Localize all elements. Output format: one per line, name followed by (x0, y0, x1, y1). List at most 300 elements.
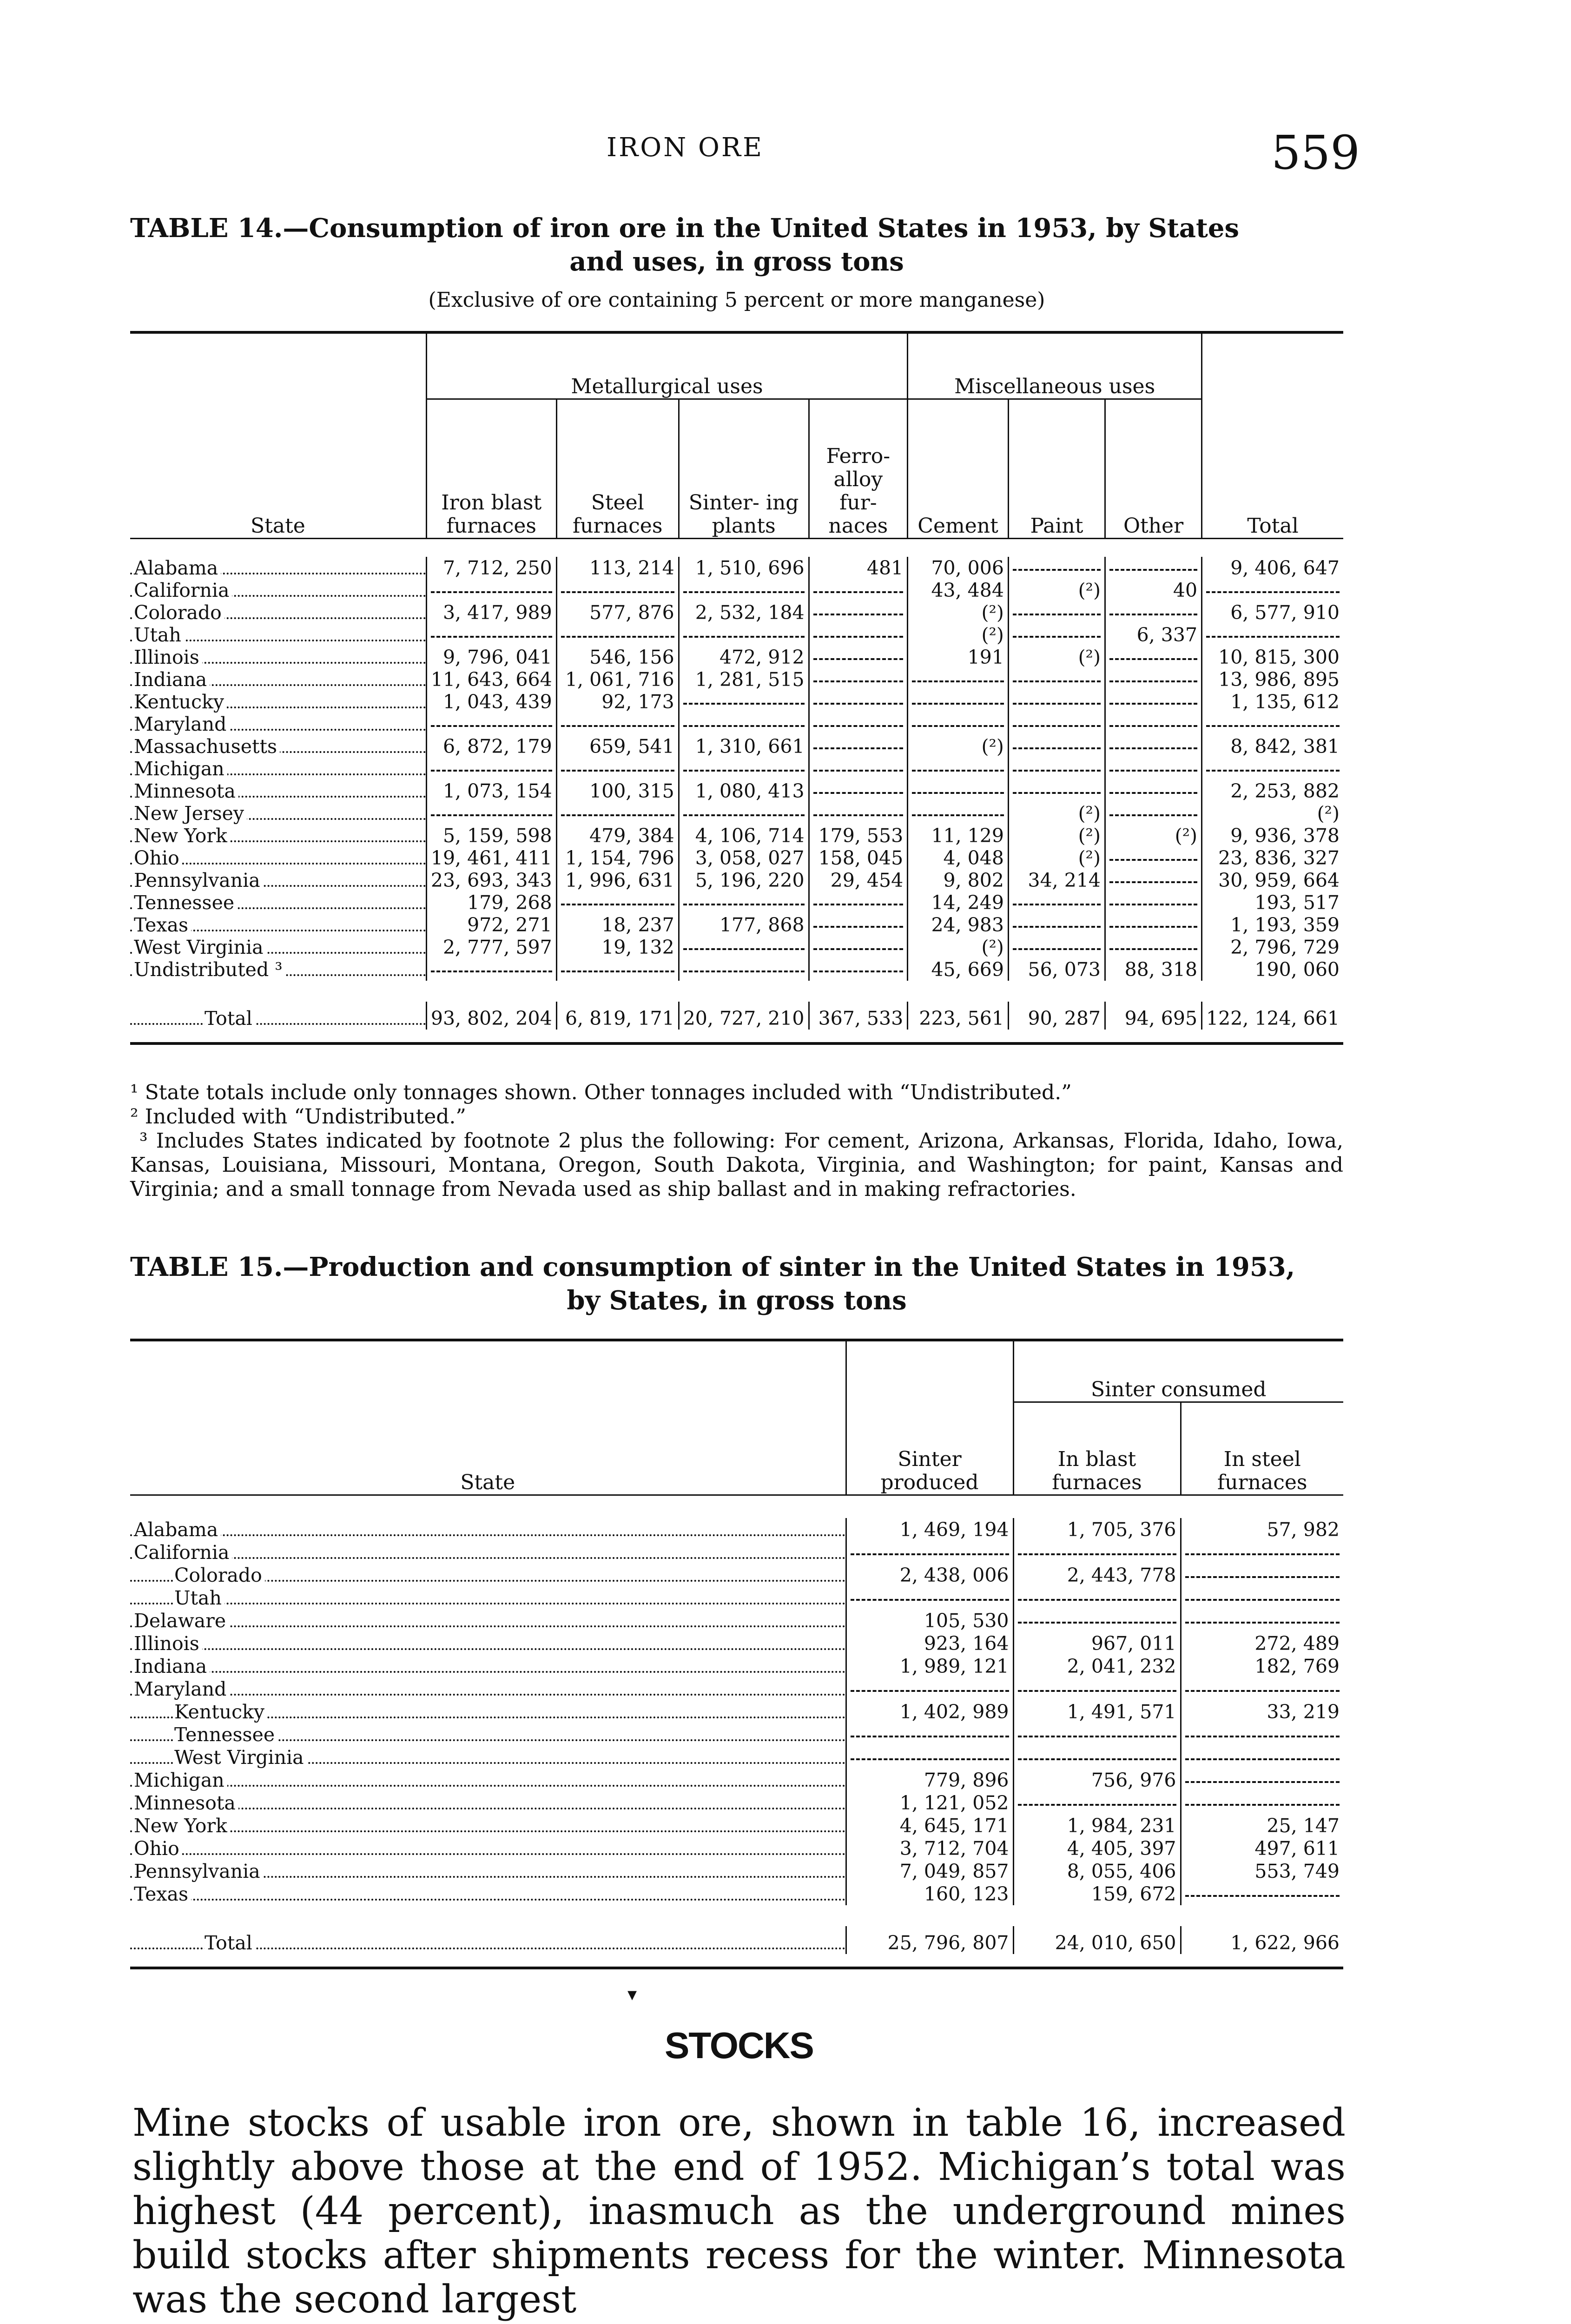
empty-dash (851, 1553, 1009, 1555)
t14-cell-iron: 179, 268 (426, 891, 556, 914)
state-name: Ohio (134, 1837, 182, 1860)
t14-cell-ferro (809, 713, 908, 735)
leader-dots (130, 1785, 845, 1787)
state-name-cell (130, 1586, 846, 1609)
state-name: Michigan (134, 758, 227, 780)
state-name-cell (130, 936, 426, 958)
empty-dash (813, 971, 904, 972)
state-name-cell (130, 1002, 426, 1030)
empty-dash (813, 725, 904, 727)
t15-cell-produced (846, 1541, 1013, 1564)
state-name: Undistributed ³ (134, 958, 285, 981)
state-name-cell (130, 1926, 846, 1954)
t14-cell-other (1105, 668, 1202, 691)
empty-dash (683, 948, 805, 950)
state-name-cell (130, 1837, 846, 1860)
t14-cell-steel (556, 802, 679, 825)
state-name: Kentucky (134, 691, 227, 713)
t14-cell-sinter: 1, 080, 413 (679, 780, 809, 802)
leader-dots (130, 1023, 426, 1025)
table14-row (130, 668, 1343, 691)
empty-dash (1109, 569, 1197, 571)
footnote-2: ² Included with “Undistributed.” (130, 1105, 466, 1129)
state-name: Colorado (174, 1564, 265, 1586)
t14-total-ferro: 367, 533 (809, 1002, 908, 1030)
table15 (130, 1341, 1343, 1969)
t15-cell-blast (1013, 1677, 1181, 1700)
t15-cell-blast: 1, 705, 376 (1013, 1518, 1181, 1541)
empty-dash (1109, 614, 1197, 615)
state-name: Massachusetts (134, 735, 280, 758)
t14-cell-iron: 11, 643, 664 (426, 668, 556, 691)
t14-cell-iron: 1, 043, 439 (426, 691, 556, 713)
t15-cell-produced: 1, 121, 052 (846, 1791, 1013, 1814)
t14-cell-ferro (809, 735, 908, 758)
t14-cell-paint: 34, 214 (1008, 869, 1105, 891)
state-name-cell (130, 1882, 846, 1905)
t15-cell-steel (1181, 1564, 1343, 1586)
empty-dash (813, 703, 904, 705)
table15-row (130, 1769, 1343, 1791)
state-name: Maryland (134, 713, 229, 735)
table14-row (130, 579, 1343, 601)
t14-cell-sinter: 472, 912 (679, 646, 809, 668)
table15-row (130, 1837, 1343, 1860)
t14-cell-ferro: 481 (809, 557, 908, 579)
t14-cell-cement: 4, 048 (908, 847, 1009, 869)
state-name: Illinois (134, 1632, 202, 1655)
t14-cell-total: 2, 796, 729 (1202, 936, 1343, 958)
t15-header-steel: In steel furnaces (1181, 1402, 1343, 1495)
table15-row (130, 1564, 1343, 1586)
table14-row (130, 847, 1343, 869)
t15-cell-steel (1181, 1746, 1343, 1769)
empty-dash (1013, 948, 1101, 950)
empty-dash (813, 792, 904, 794)
table14-caption (130, 211, 1343, 278)
t14-cell-paint (1008, 624, 1105, 646)
t14-cell-iron: 9, 796, 041 (426, 646, 556, 668)
state-name-cell (130, 1609, 846, 1632)
state-name: New Jersey (134, 802, 247, 825)
empty-dash (1109, 658, 1197, 660)
t14-cell-steel: 113, 214 (556, 557, 679, 579)
t14-cell-iron: 3, 417, 989 (426, 601, 556, 624)
t15-total-steel: 1, 622, 966 (1181, 1926, 1343, 1954)
table14-row (130, 891, 1343, 914)
table14-row (130, 780, 1343, 802)
state-name-cell (130, 1655, 846, 1677)
t14-cell-paint: (²) (1008, 825, 1105, 847)
t15-cell-steel (1181, 1677, 1343, 1700)
empty-dash (683, 904, 805, 905)
t14-total-iron: 93, 802, 204 (426, 1002, 556, 1030)
t14-cell-paint (1008, 601, 1105, 624)
t14-cell-total: 13, 986, 895 (1202, 668, 1343, 691)
t15-header-state: State (460, 1470, 515, 1494)
t14-cell-paint (1008, 557, 1105, 579)
empty-dash (431, 814, 552, 816)
t15-cell-blast (1013, 1541, 1181, 1564)
t14-cell-cement: 9, 802 (908, 869, 1009, 891)
t14-cell-ferro (809, 579, 908, 601)
t15-cell-produced: 4, 645, 171 (846, 1814, 1013, 1837)
t15-cell-steel: 25, 147 (1181, 1814, 1343, 1837)
t14-cell-other (1105, 646, 1202, 668)
t15-cell-blast: 2, 041, 232 (1013, 1655, 1181, 1677)
state-name-cell (130, 758, 426, 780)
t15-cell-steel: 33, 219 (1181, 1700, 1343, 1723)
table15-row (130, 1586, 1343, 1609)
t14-cell-cement (908, 802, 1009, 825)
t15-cell-blast (1013, 1791, 1181, 1814)
t14-cell-other (1105, 557, 1202, 579)
t14-cell-ferro (809, 646, 908, 668)
empty-dash (1013, 904, 1101, 905)
table15-row (130, 1609, 1343, 1632)
t14-cell-steel (556, 958, 679, 981)
t15-cell-blast: 8, 055, 406 (1013, 1860, 1181, 1882)
t14-cell-paint (1008, 691, 1105, 713)
empty-dash (683, 770, 805, 772)
t14-cell-sinter (679, 936, 809, 958)
t14-cell-iron: 23, 693, 343 (426, 869, 556, 891)
t14-cell-other: 40 (1105, 579, 1202, 601)
state-name: Alabama (134, 557, 221, 579)
empty-dash (813, 636, 904, 638)
state-name-cell (130, 1791, 846, 1814)
state-name: Pennsylvania (134, 869, 263, 891)
empty-dash (561, 636, 674, 638)
table15-row (130, 1677, 1343, 1700)
empty-dash (1013, 636, 1101, 638)
t15-cell-steel (1181, 1609, 1343, 1632)
empty-dash (1109, 948, 1197, 950)
table15-row (130, 1791, 1343, 1814)
table15-row (130, 1746, 1343, 1769)
footnote-3: ³ Includes States indicated by footnote 2 plus the following: For cement, Arizona, Arkansas, Florida, Idaho, Iowa, Kansas, Louisiana, Missouri, Montana, Oregon, South Dakota, Virginia, and Washington; for paint, Kansas and Virginia; and a small tonnage from Nevada used as ship ballast and in making refractories. (130, 1129, 1343, 1201)
t14-cell-total: 6, 577, 910 (1202, 601, 1343, 624)
state-name: Indiana (134, 1655, 210, 1677)
state-name: Maryland (134, 1678, 229, 1700)
state-name: Tennessee (174, 1723, 277, 1746)
empty-dash (1018, 1736, 1176, 1737)
leader-dots (130, 1603, 845, 1604)
table15-caption (130, 1250, 1343, 1317)
state-name-cell (130, 668, 426, 691)
empty-dash (813, 904, 904, 905)
empty-dash (1185, 1599, 1340, 1601)
state-name-cell (130, 891, 426, 914)
t14-cell-paint (1008, 735, 1105, 758)
t14-cell-iron: 1, 073, 154 (426, 780, 556, 802)
t14-cell-ferro (809, 780, 908, 802)
t14-cell-paint (1008, 936, 1105, 958)
empty-dash (813, 747, 904, 749)
t14-total-steel: 6, 819, 171 (556, 1002, 679, 1030)
t14-cell-paint (1008, 758, 1105, 780)
t14-cell-ferro (809, 668, 908, 691)
t14-cell-paint: (²) (1008, 802, 1105, 825)
t14-cell-other (1105, 758, 1202, 780)
state-name-cell (130, 780, 426, 802)
t14-cell-paint: (²) (1008, 579, 1105, 601)
t14-cell-total: 9, 406, 647 (1202, 557, 1343, 579)
state-name-cell (130, 1541, 846, 1564)
t15-cell-produced: 105, 530 (846, 1609, 1013, 1632)
t14-cell-paint (1008, 914, 1105, 936)
state-name-cell (130, 1518, 846, 1541)
state-name-cell (130, 691, 426, 713)
t14-cell-cement (908, 758, 1009, 780)
empty-dash (683, 703, 805, 705)
state-name-cell (130, 1723, 846, 1746)
t14-cell-total (1202, 758, 1343, 780)
table14-row (130, 869, 1343, 891)
t14-cell-sinter: 1, 310, 661 (679, 735, 809, 758)
t14-cell-other (1105, 802, 1202, 825)
t14-cell-cement: (²) (908, 735, 1009, 758)
t14-cell-steel: 18, 237 (556, 914, 679, 936)
t15-cell-blast (1013, 1586, 1181, 1609)
table14-row (130, 601, 1343, 624)
leader-dots (130, 1625, 845, 1627)
empty-dash (1185, 1622, 1340, 1624)
state-name: Tennessee (134, 891, 237, 914)
empty-dash (1206, 770, 1340, 772)
empty-dash (1109, 680, 1197, 682)
t14-cell-other (1105, 713, 1202, 735)
state-name-cell (130, 869, 426, 891)
t14-cell-total: 190, 060 (1202, 958, 1343, 981)
t15-cell-blast: 159, 672 (1013, 1882, 1181, 1905)
empty-dash (1013, 614, 1101, 615)
t14-cell-cement: 70, 006 (908, 557, 1009, 579)
empty-dash (1109, 904, 1197, 905)
t14-cell-steel (556, 758, 679, 780)
t14-total-paint: 90, 287 (1008, 1002, 1105, 1030)
table14-footnotes (130, 1081, 1343, 1202)
t15-cell-blast: 756, 976 (1013, 1769, 1181, 1791)
empty-dash (1018, 1599, 1176, 1601)
empty-dash (431, 636, 552, 638)
empty-dash (561, 904, 674, 905)
t15-cell-steel (1181, 1882, 1343, 1905)
t14-cell-ferro (809, 601, 908, 624)
t14-cell-cement (908, 691, 1009, 713)
t14-cell-cement: 11, 129 (908, 825, 1009, 847)
state-name: Total (205, 1007, 255, 1030)
state-name-cell (130, 825, 426, 847)
t14-cell-paint (1008, 891, 1105, 914)
empty-dash (813, 926, 904, 928)
t15-cell-steel: 272, 489 (1181, 1632, 1343, 1655)
empty-dash (912, 792, 1004, 794)
state-name-cell (130, 847, 426, 869)
t14-cell-other: (²) (1105, 825, 1202, 847)
t14-cell-paint: 56, 073 (1008, 958, 1105, 981)
empty-dash (561, 770, 674, 772)
empty-dash (1185, 1781, 1340, 1783)
table14-row (130, 735, 1343, 758)
t14-cell-steel: 577, 876 (556, 601, 679, 624)
t14-cell-steel: 1, 061, 716 (556, 668, 679, 691)
t15-cell-produced (846, 1586, 1013, 1609)
page-number: 559 (1271, 125, 1360, 180)
t15-cell-produced (846, 1677, 1013, 1700)
t14-cell-sinter (679, 802, 809, 825)
t14-cell-cement: (²) (908, 936, 1009, 958)
t14-cell-cement (908, 668, 1009, 691)
empty-dash (1185, 1690, 1340, 1692)
empty-dash (1185, 1758, 1340, 1760)
table14-row (130, 958, 1343, 981)
t14-cell-sinter: 3, 058, 027 (679, 847, 809, 869)
table15-row (130, 1723, 1343, 1746)
t15-header-blast: In blast furnaces (1013, 1402, 1181, 1495)
t14-cell-total: 9, 936, 378 (1202, 825, 1343, 847)
t14-cell-other (1105, 691, 1202, 713)
t14-cell-other (1105, 914, 1202, 936)
empty-dash (912, 703, 1004, 705)
t14-cell-ferro: 179, 553 (809, 825, 908, 847)
state-name: Minnesota (134, 780, 238, 802)
state-name-cell (130, 579, 426, 601)
leader-dots (130, 1648, 845, 1650)
t14-cell-sinter (679, 958, 809, 981)
t15-cell-steel: 57, 982 (1181, 1518, 1343, 1541)
t15-cell-produced: 1, 402, 989 (846, 1700, 1013, 1723)
empty-dash (813, 680, 904, 682)
empty-dash (1018, 1690, 1176, 1692)
leader-dots (130, 1853, 845, 1855)
t15-total-blast: 24, 010, 650 (1013, 1926, 1181, 1954)
t14-cell-iron (426, 713, 556, 735)
t15-cell-produced: 3, 712, 704 (846, 1837, 1013, 1860)
t15-cell-blast: 4, 405, 397 (1013, 1837, 1181, 1860)
t14-cell-iron: 19, 461, 411 (426, 847, 556, 869)
state-name: Alabama (134, 1519, 221, 1541)
t14-cell-sinter: 5, 196, 220 (679, 869, 809, 891)
t14-cell-total (1202, 624, 1343, 646)
t14-cell-cement: 14, 249 (908, 891, 1009, 914)
empty-dash (813, 591, 904, 593)
t14-header-misc: Miscellaneous uses (908, 334, 1202, 399)
table14-row (130, 802, 1343, 825)
empty-dash (561, 814, 674, 816)
table15-total-row (130, 1926, 1343, 1954)
t14-cell-paint (1008, 713, 1105, 735)
empty-dash (813, 814, 904, 816)
empty-dash (1185, 1736, 1340, 1737)
empty-dash (561, 971, 674, 972)
t15-cell-produced (846, 1723, 1013, 1746)
empty-dash (1109, 881, 1197, 883)
t15-cell-steel (1181, 1791, 1343, 1814)
state-name: West Virginia (134, 936, 266, 958)
t14-cell-steel: 479, 384 (556, 825, 679, 847)
t14-cell-iron (426, 802, 556, 825)
table14-row (130, 624, 1343, 646)
t14-cell-cement: 24, 983 (908, 914, 1009, 936)
table15-row (130, 1700, 1343, 1723)
leader-dots (130, 1534, 845, 1536)
empty-dash (851, 1758, 1009, 1760)
empty-dash (1109, 792, 1197, 794)
t14-cell-iron: 5, 159, 598 (426, 825, 556, 847)
t14-cell-other (1105, 601, 1202, 624)
t15-total-produced: 25, 796, 807 (846, 1926, 1013, 1954)
table14-title-line1: TABLE 14.—Consumption of iron ore in the United States in 1953, by States (130, 213, 1240, 244)
table15-row (130, 1655, 1343, 1677)
empty-dash (1185, 1553, 1340, 1555)
empty-dash (813, 948, 904, 950)
t14-cell-ferro (809, 802, 908, 825)
state-name: California (134, 579, 232, 601)
empty-dash (1109, 770, 1197, 772)
t15-cell-steel (1181, 1723, 1343, 1746)
t14-cell-ferro: 29, 454 (809, 869, 908, 891)
t14-cell-paint: (²) (1008, 646, 1105, 668)
table15-row (130, 1518, 1343, 1541)
table14-row (130, 646, 1343, 668)
table14-row (130, 936, 1343, 958)
table14-title-line2: and uses, in gross tons (569, 246, 904, 277)
empty-dash (1185, 1895, 1340, 1897)
footnote-1: ¹ State totals include only tonnages shown. Other tonnages included with “Undistributed.” (130, 1081, 1072, 1104)
empty-dash (1013, 792, 1101, 794)
table14-row (130, 713, 1343, 735)
empty-dash (1013, 747, 1101, 749)
empty-dash (912, 814, 1004, 816)
empty-dash (1018, 1758, 1176, 1760)
t15-cell-produced: 923, 164 (846, 1632, 1013, 1655)
t14-cell-sinter: 177, 868 (679, 914, 809, 936)
t15-cell-blast: 1, 491, 571 (1013, 1700, 1181, 1723)
t14-cell-other: 6, 337 (1105, 624, 1202, 646)
empty-dash (1013, 770, 1101, 772)
t14-cell-sinter (679, 713, 809, 735)
t14-cell-other (1105, 869, 1202, 891)
empty-dash (683, 971, 805, 972)
state-name-cell (130, 1860, 846, 1882)
leader-dots (130, 1830, 845, 1832)
t14-cell-ferro (809, 758, 908, 780)
t15-cell-produced: 160, 123 (846, 1882, 1013, 1905)
empty-dash (1109, 926, 1197, 928)
t14-cell-steel (556, 713, 679, 735)
table15-row (130, 1541, 1343, 1564)
state-name-cell (130, 958, 426, 981)
state-name-cell (130, 557, 426, 579)
leader-dots (130, 1694, 845, 1696)
empty-dash (1013, 680, 1101, 682)
t14-cell-steel: 1, 996, 631 (556, 869, 679, 891)
empty-dash (912, 725, 1004, 727)
t14-header-other: Other (1105, 399, 1202, 538)
state-name-cell (130, 1814, 846, 1837)
empty-dash (851, 1736, 1009, 1737)
t14-cell-total: 8, 842, 381 (1202, 735, 1343, 758)
table15-row (130, 1860, 1343, 1882)
empty-dash (431, 770, 552, 772)
t14-cell-other: 88, 318 (1105, 958, 1202, 981)
table14-row (130, 758, 1343, 780)
state-name-cell (130, 1564, 846, 1586)
table14-row (130, 691, 1343, 713)
t15-cell-produced: 1, 989, 121 (846, 1655, 1013, 1677)
t14-cell-ferro (809, 958, 908, 981)
